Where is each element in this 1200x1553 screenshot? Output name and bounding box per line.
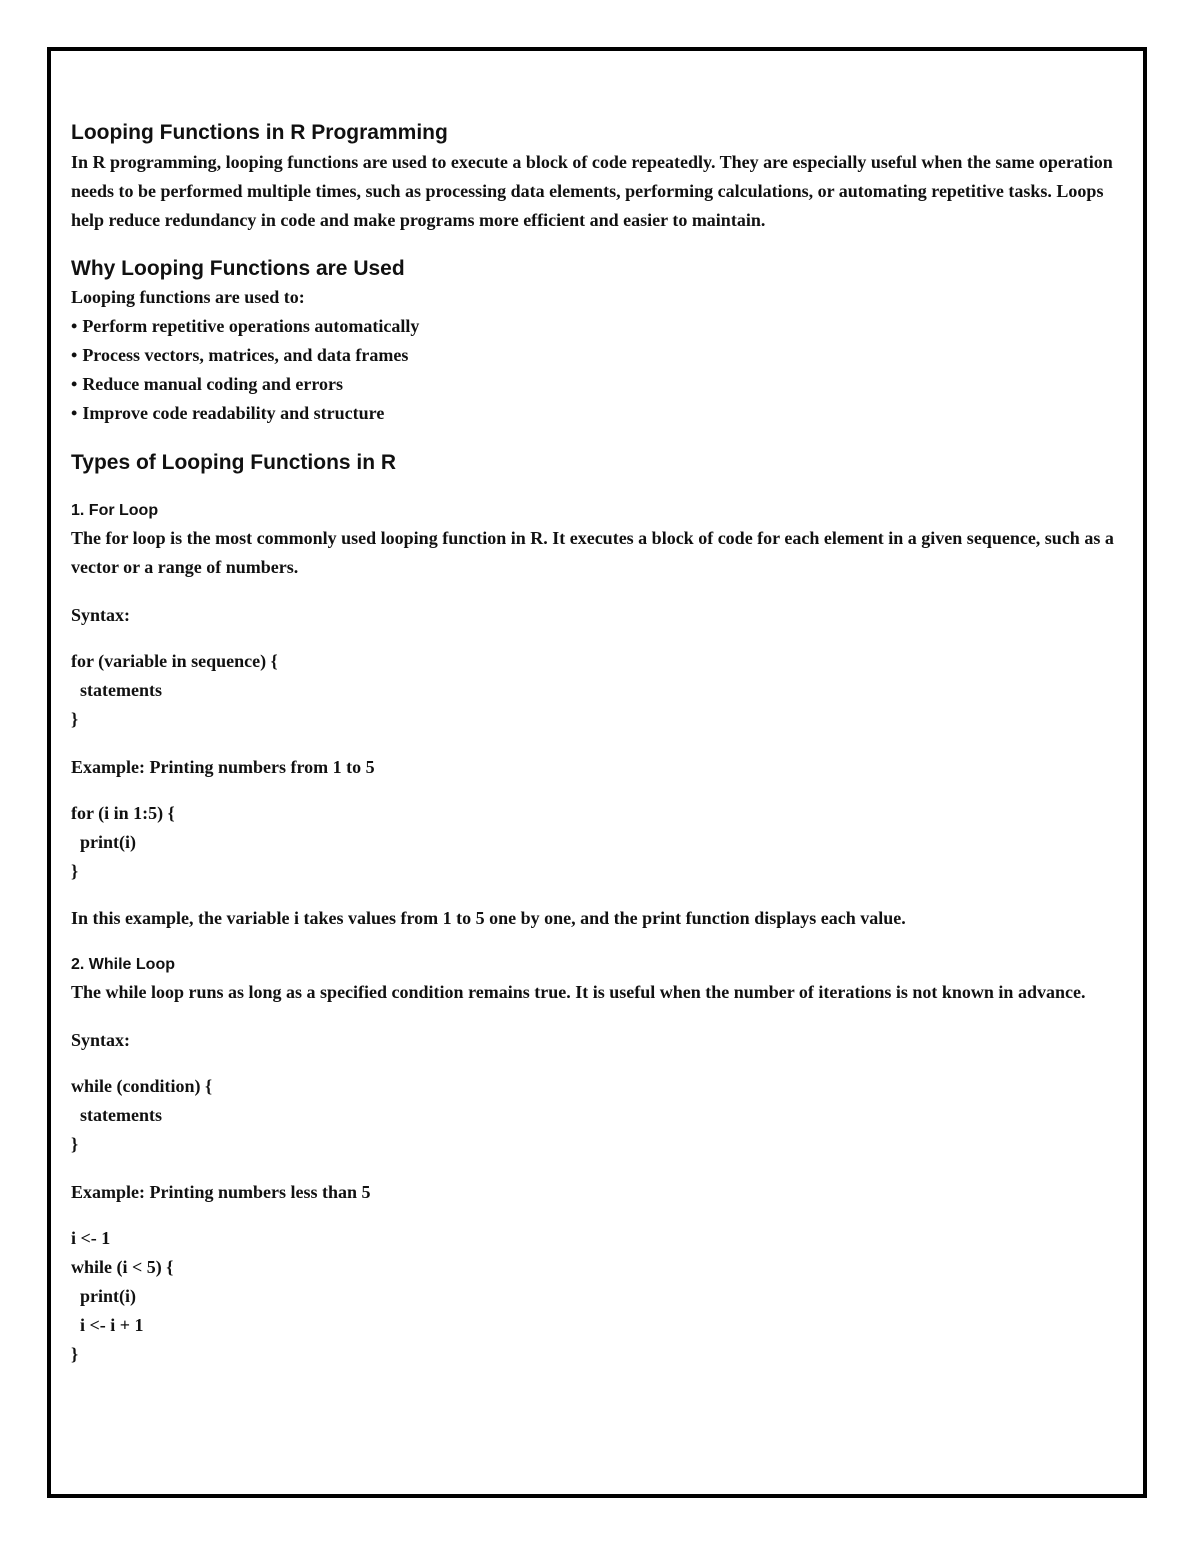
why-heading: Why Looping Functions are Used (71, 257, 405, 280)
code-line: for (variable in sequence) { (71, 651, 278, 671)
while-loop-title: 2. While Loop (71, 956, 175, 973)
bullet-icon: • (71, 345, 78, 365)
while-loop-description: The while loop runs as long as a specified condition remains true. It is useful when the number of iterations is not known in advance. (71, 982, 1086, 1002)
example-text: Printing numbers less than 5 (149, 1182, 371, 1202)
code-line: statements (71, 680, 162, 700)
for-explanation: In this example, the variable i takes values from 1 to 5 one by one, and the print function displays each value. (71, 908, 906, 928)
code-line: i <- i + 1 (71, 1315, 144, 1335)
for-syntax-label: Syntax: (71, 605, 131, 625)
code-line: for (i in 1:5) { (71, 803, 175, 823)
while-syntax-label: Syntax: (71, 1030, 131, 1050)
for-syntax-code (71, 647, 1121, 734)
list-item: • Improve code readability and structure (71, 403, 385, 423)
for-example-code (71, 799, 1121, 886)
list-item: • Perform repetitive operations automatically (71, 316, 420, 336)
why-bullet-list (71, 312, 1121, 428)
code-line: statements (71, 1105, 162, 1125)
list-item: • Process vectors, matrices, and data frames (71, 345, 409, 365)
bullet-icon: • (71, 316, 78, 336)
code-line: } (71, 709, 79, 729)
while-syntax-code (71, 1072, 1121, 1159)
while-example (71, 1178, 1121, 1207)
for-loop-description: The for loop is the most commonly used looping function in R. It executes a block of code for each element in a given sequence, such as a vector or a range of numbers. (71, 528, 1114, 577)
code-line: } (71, 1134, 79, 1154)
example-label: Example: (71, 757, 145, 777)
for-loop-title: 1. For Loop (71, 502, 159, 519)
code-line: print(i) (71, 832, 136, 852)
document-body (71, 121, 1121, 1369)
code-line: while (i < 5) { (71, 1257, 174, 1277)
intro-paragraph: In R programming, looping functions are used to execute a block of code repeatedly. They are especially useful when the same operation needs to be performed multiple times, such as processing data elements, performing calculations, or automating repetitive tasks. Loops help reduce redundancy in code and make programs more efficient and easier to maintain. (71, 152, 1113, 230)
why-lead: Looping functions are used to: (71, 287, 305, 307)
bullet-icon: • (71, 374, 78, 394)
code-line: } (71, 1344, 79, 1364)
code-line: i <- 1 (71, 1228, 111, 1248)
code-line: while (condition) { (71, 1076, 213, 1096)
code-line: print(i) (71, 1286, 136, 1306)
list-item: • Reduce manual coding and errors (71, 374, 343, 394)
page-title: Looping Functions in R Programming (71, 121, 448, 144)
while-example-code (71, 1224, 1121, 1369)
example-label: Example: (71, 1182, 145, 1202)
bullet-icon: • (71, 403, 78, 423)
types-heading: Types of Looping Functions in R (71, 451, 397, 474)
code-line: } (71, 861, 79, 881)
example-text: Printing numbers from 1 to 5 (149, 757, 375, 777)
for-example (71, 753, 1121, 782)
